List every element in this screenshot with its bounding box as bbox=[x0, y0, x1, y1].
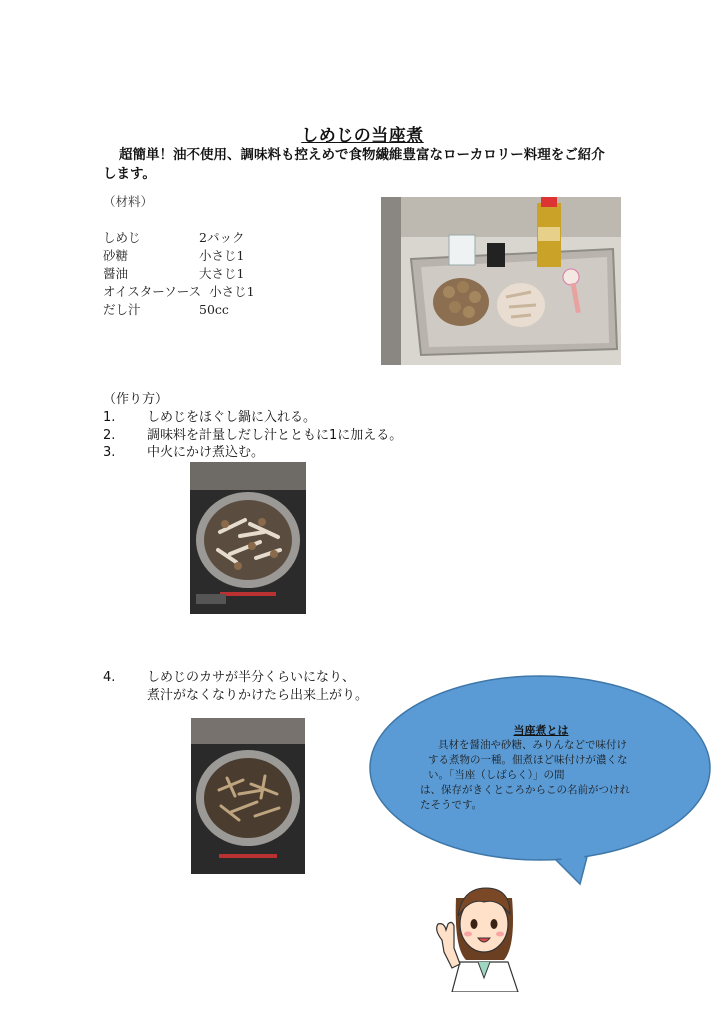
ingredient-row bbox=[103, 246, 244, 264]
step-text: しめじのカサが半分くらいになり、 bbox=[147, 670, 356, 685]
pot-photo-raw bbox=[190, 462, 306, 614]
ingredient-amount: 小さじ1 bbox=[209, 284, 255, 299]
bubble-line: い。「当座（しばらく）」の間 bbox=[428, 769, 565, 781]
intro-line-1: 超簡単！油不使用、調味料も控えめで食物繊維豊富なローカロリー料理をご紹介 bbox=[119, 147, 605, 163]
step-text: 調味料を計量しだし汁とともに1に加える。 bbox=[147, 428, 403, 443]
ingredient-row bbox=[103, 228, 244, 246]
bubble-line: は、保存がきくところからこの名前がつけれ bbox=[420, 784, 630, 796]
bubble-line: 具材を醤油や砂糖、みりんなどで味付け bbox=[438, 739, 627, 751]
method-step bbox=[103, 666, 355, 685]
bubble-line: する煮物の一種。佃煮ほど味付けが濃くな bbox=[428, 754, 628, 766]
ingredient-amount: 大さじ1 bbox=[199, 266, 245, 281]
ingredient-name: しめじ bbox=[103, 230, 141, 245]
ingredient-name: 砂糖 bbox=[103, 248, 129, 263]
ingredient-amount: 2パック bbox=[199, 230, 245, 245]
intro-paragraph bbox=[103, 146, 628, 184]
page-title: しめじの当座煮 bbox=[301, 126, 424, 146]
step-number: 4. bbox=[103, 670, 116, 685]
ingredients-photo bbox=[381, 197, 621, 365]
ingredient-amount: 50cc bbox=[199, 302, 229, 317]
pot-photo-cooked bbox=[191, 718, 305, 874]
ingredient-row bbox=[103, 264, 244, 282]
method-step bbox=[103, 406, 316, 425]
step-text: 中火にかけ煮込む。 bbox=[147, 445, 265, 460]
nurse-illustration bbox=[426, 868, 532, 992]
bubble-title: 当座煮とは bbox=[513, 724, 569, 737]
ingredient-amount: 小さじ1 bbox=[199, 248, 245, 263]
intro-line-2: します。 bbox=[103, 166, 156, 182]
ingredient-name: 醤油 bbox=[103, 266, 129, 281]
step-text: しめじをほぐし鍋に入れる。 bbox=[147, 410, 317, 425]
step-number: 1. bbox=[103, 410, 116, 425]
step-text-continued: 煮汁がなくなりかけたら出来上がり。 bbox=[147, 688, 369, 703]
ingredient-name: オイスターソース bbox=[103, 284, 202, 299]
ingredient-name: だし汁 bbox=[103, 302, 141, 317]
step-number: 2. bbox=[103, 428, 116, 443]
materials-heading: （材料） bbox=[103, 194, 154, 209]
bubble-body bbox=[420, 738, 670, 813]
ingredient-row bbox=[103, 282, 255, 300]
ingredient-row bbox=[103, 300, 229, 318]
step-number: 3. bbox=[103, 445, 116, 460]
bubble-line: たそうです。 bbox=[420, 799, 483, 811]
method-heading: （作り方） bbox=[103, 392, 169, 407]
method-step bbox=[103, 441, 264, 460]
